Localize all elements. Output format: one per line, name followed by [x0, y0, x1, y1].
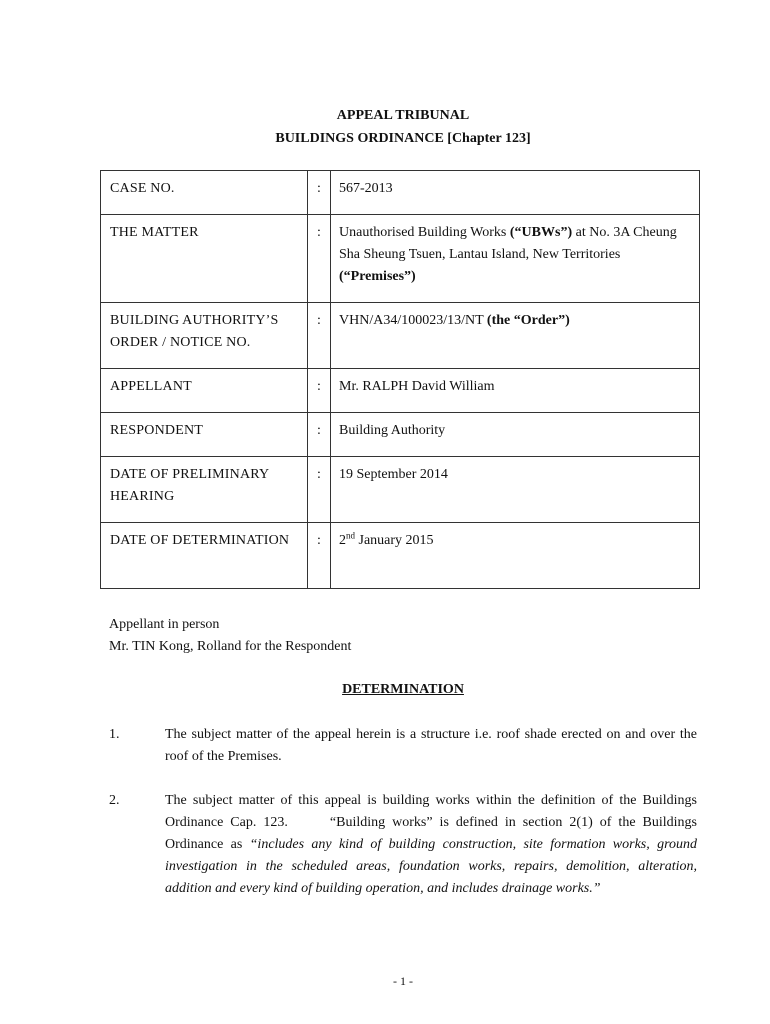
colon: : — [308, 523, 331, 589]
order-no-label: BUILDING AUTHORITY’S ORDER / NOTICE NO. — [101, 303, 308, 369]
colon: : — [308, 215, 331, 303]
page-number: - 1 - — [393, 974, 413, 988]
paragraph-number: 1. — [109, 727, 120, 742]
colon: : — [308, 457, 331, 523]
the-matter-label: THE MATTER — [101, 215, 308, 303]
tribunal-title: APPEAL TRIBUNAL — [336, 108, 470, 123]
case-details-table — [100, 170, 700, 589]
determination-date-label: DATE OF DETERMINATION — [101, 523, 308, 589]
order-no-value: VHN/A34/100023/13/NT (the “Order”) — [331, 303, 700, 369]
appellant-label: APPELLANT — [101, 369, 308, 413]
definition-quote: “includes any kind of building construction, site formation works, ground investigation in the scheduled areas, foundation works, repairs, demolition, alteration, addition and every kind of building operation, and includes drainage works.” — [165, 837, 698, 896]
the-matter-value: Unauthorised Building Works (“UBWs”) at No. 3A Cheung Sha Sheung Tsuen, Lantau Island, New Territories (“Premises”) — [331, 215, 700, 303]
hearing-date-value: 19 September 2014 — [331, 457, 700, 523]
colon: : — [308, 369, 331, 413]
table-row-determination-date — [101, 523, 700, 589]
case-no-value: 567-2013 — [331, 171, 700, 215]
table-row-order-no — [101, 303, 700, 369]
paragraph-number: 2. — [109, 793, 120, 808]
table-row-hearing-date — [101, 457, 700, 523]
case-no-label: CASE NO. — [101, 171, 308, 215]
section-heading: DETERMINATION — [342, 682, 464, 697]
respondent-value: Building Authority — [331, 413, 700, 457]
appellant-value: Mr. RALPH David William — [331, 369, 700, 413]
determination-date-value: 2nd January 2015 — [331, 523, 700, 589]
table-row-case-no — [101, 171, 700, 215]
respondent-appearance: Mr. TIN Kong, Rolland for the Respondent — [109, 639, 352, 654]
colon: : — [308, 171, 331, 215]
table-row-appellant — [101, 369, 700, 413]
hearing-date-label: DATE OF PRELIMINARY HEARING — [101, 457, 308, 523]
paragraph-text: The subject matter of the appeal herein is a structure i.e. roof shade erected on and over the roof of the Premises. — [165, 727, 697, 764]
table-row-the-matter — [101, 215, 700, 303]
paragraph-text: The subject matter of this appeal is building works within the definition of the Buildings Ordinance Cap. 123. “Building works” is defined in section 2(1) of the Buildings Ordinance as “includes any kind of building construction, site formation works, ground investigation in the scheduled areas, foundation works, repairs, demolition, alteration, addition and every kind of building operation, and includes drainage works.” — [165, 793, 701, 896]
colon: : — [308, 303, 331, 369]
respondent-label: RESPONDENT — [101, 413, 308, 457]
table-row-respondent — [101, 413, 700, 457]
appellant-appearance: Appellant in person — [109, 617, 220, 632]
ordinance-title: BUILDINGS ORDINANCE [Chapter 123] — [275, 131, 531, 146]
colon: : — [308, 413, 331, 457]
